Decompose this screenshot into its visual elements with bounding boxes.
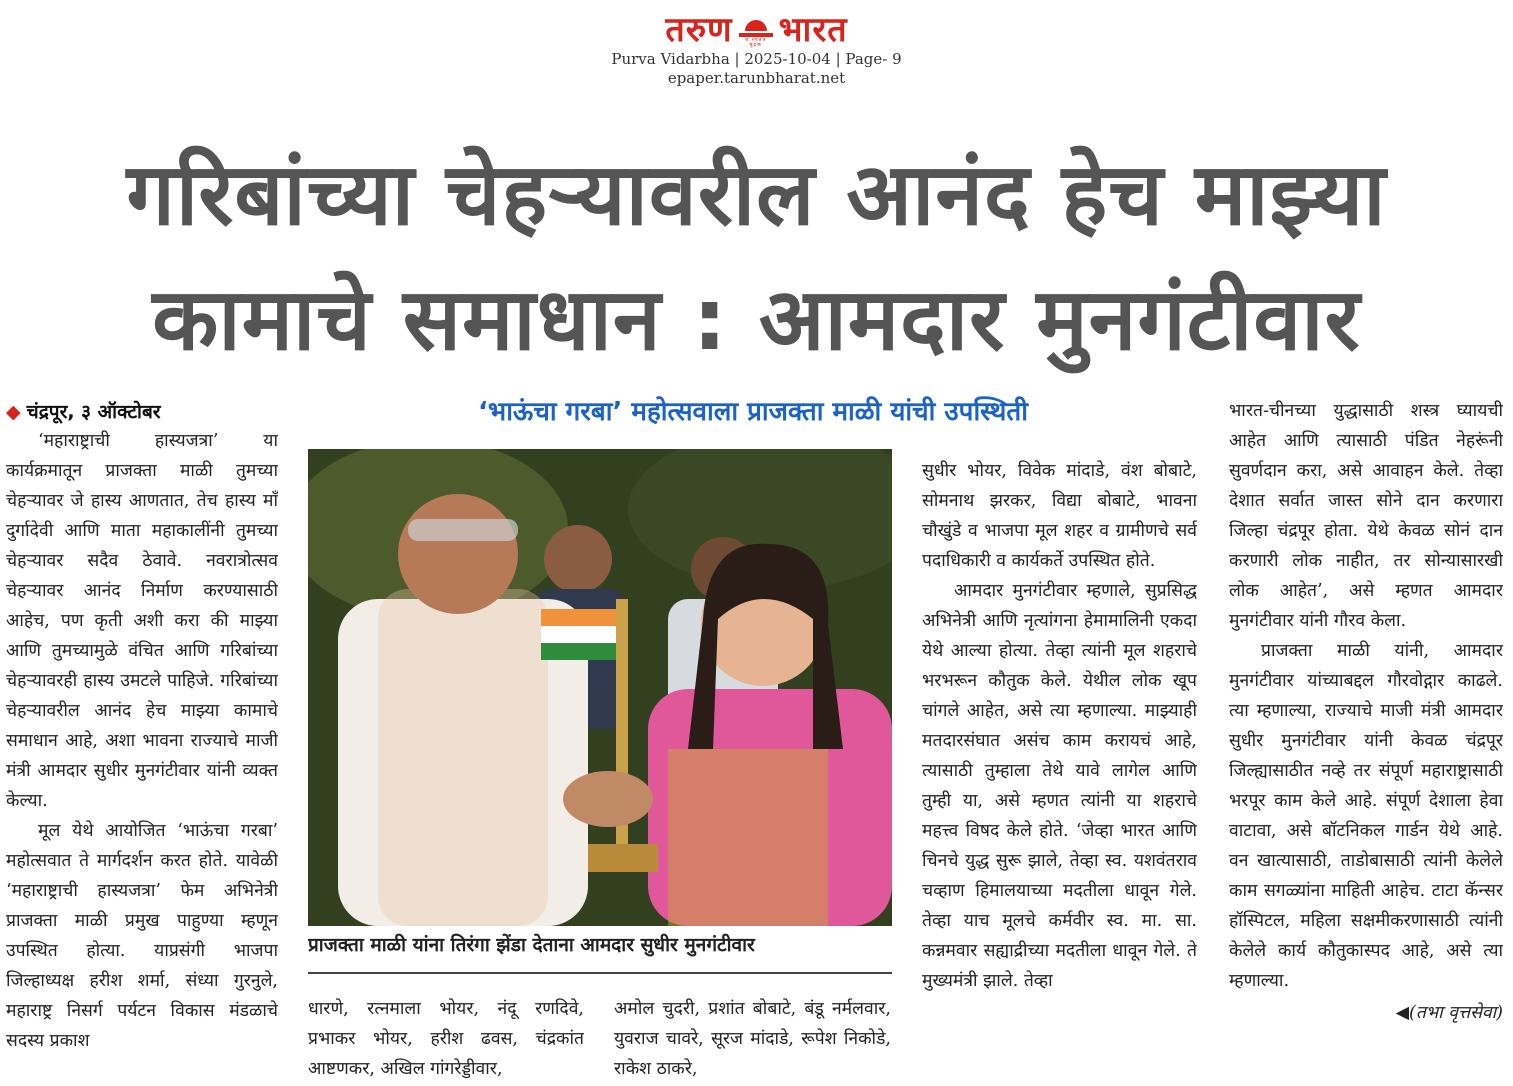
article-column-2a xyxy=(308,994,584,1086)
column-3-paragraph-1: सुधीर भोयर, विवेक मांदाडे, वंश बोबाटे, सोमनाथ झरकर, विद्या बोबाटे, भावना चौखुंडे व भाजपा मूल शहर व ग्रामीणचे सर्व पदाधिकारी व कार्यकर्ते उपस्थित होते. xyxy=(922,461,1197,571)
photo-illustration xyxy=(308,449,892,926)
masthead xyxy=(0,10,1513,88)
column-2a-text: धारणे, रत्नमाला भोयर, नंदू रणदिवे, प्रभाकर भोयर, हरीश ढवस, चंद्रकांत आष्टणकर, अखिल गांगरेड्डीवार, xyxy=(308,999,584,1079)
column-1-paragraph-1: ‘महाराष्ट्राची हास्यजत्रा’ या कार्यक्रमातून प्राजक्ता माळी तुमच्या चेहऱ्यावर जे हास्य आणतात, तेच हास्य माँ दुर्गादेवी आणि माता महाकालींनी तुमच्या चेहऱ्यावर सदैव ठेवावे. नवरात्रोत्सव चेहऱ्यावर आनंद निर्माण करण्यासाठी आहेच, पण कृती अशी करा की माझ्या आणि तुमच्यामुळे वंचित आणि गरिबांच्या चेहऱ्यावरही हास्य उमटले पाहिजे. गरिबांच्या चेहऱ्यावरील आनंद हेच माझ्या कामाचे समाधान आहे, अशा भावना राज्याचे माजी मंत्री आमदार सुधीर मुनगंटीवार यांनी व्यक्त केल्या. xyxy=(6,431,278,811)
diamond-bullet-icon: ◆ xyxy=(6,401,21,423)
news-photo xyxy=(308,449,892,926)
headline-line-1: गरिबांच्या चेहऱ्यावरील आनंद हेच माझ्या xyxy=(126,145,1387,245)
subheadline: ‘भाऊंचा गरबा’ महोत्सवाला प्राजक्ता माळी यांची उपस्थिती xyxy=(478,397,1028,427)
logo-text-left: तरुण xyxy=(665,10,733,50)
edition-line: Purva Vidarbha | 2025-10-04 | Page- 9 xyxy=(611,50,902,68)
article-column-1 xyxy=(6,426,278,1086)
logo-text-right: भारत xyxy=(778,10,848,50)
column-2b-text: अमोल चुदरी, प्रशांत बोबाटे, बंडू नर्मलवार, युवराज चावरे, सूरज मांदाडे, रूपेश निकोडे, राकेश ठाकरे, xyxy=(614,999,891,1079)
column-3-paragraph-2: आमदार मुनगंटीवार म्हणाले, सुप्रसिद्ध अभिनेत्री आणि नृत्यांगना हेमामालिनी एकदा येथे आल्या होत्या. तेव्हा त्यांनी मूल शहराचे भरभरून कौतुक केले. येथील लोक खूप चांगले आहेत, असे त्या म्हणाल्या. माझ्याही मतदारसंघात असंच काम करायचं आहे, त्यासाठी तुम्हाला तेथे यावे लागेल आणि तुम्ही या, असे म्हणत त्यांनी या शहराचे महत्त्व विषद केले होते. ‘जेव्हा भारत आणि चिनचे युद्ध सुरू झाले, तेव्हा स्व. यशवंतराव चव्हाण हिमालयाच्या मदतीला धावून गेले. तेव्हा याच मूलचे कर्मवीर स्व. मा. सा. कन्नमवार सह्याद्रीच्या मदतीला धावून गेले. ते मुख्यमंत्री झाले. तेव्हा xyxy=(922,581,1197,991)
logo-small-text: रा.स्वतंत्र मुद्रक xyxy=(745,37,767,48)
column-4-paragraph-1: भारत-चीनच्या युद्धासाठी शस्त्र घ्यायची आहेत आणि त्यासाठी पंडित नेहरूंनी सुवर्णदान करा, असे आवाहन केले. तेव्हा देशात सर्वात जास्त सोने दान करणारा जिल्हा चंद्रपूर होता. येथे केवळ सोनं दान करणारी लोक नाहीत, तर सोन्यासारखी लोक आहेत’, असे म्हणत आमदार मुनगंटीवार यांनी गौरव केला. xyxy=(1229,401,1503,631)
news-service-credit: ◀(तभा वृत्तसेवा) xyxy=(1395,1003,1503,1023)
article-column-3 xyxy=(922,456,1197,1086)
caption-divider xyxy=(308,972,892,974)
column-4-paragraph-2: प्राजक्ता माळी यांनी, आमदार मुनगंटीवार यांच्याबद्दल गौरवोद्गार काढले. त्या म्हणाल्या, राज्याचे माजी मंत्री आमदार सुधीर मुनगंटीवार यांनी केवळ चंद्रपूर जिल्ह्यासाठीत नव्हे तर संपूर्ण महाराष्ट्रासाठी भरपूर काम केले आहे. संपूर्ण देशाला हेवा वाटावा, असे बॉटनिकल गार्डन येथे आहे. वन खात्यासाठी, ताडोबासाठी त्यांनी केलेले काम सगळ्यांना माहिती आहेच. टाटा कॅन्सर हॉस्पिटल, महिला सक्षमीकरणासाठी त्यांनी केलेले कार्य कौतुकास्पद आहे, असे त्या म्हणाल्या. xyxy=(1229,641,1503,991)
column-1-paragraph-2: मूल येथे आयोजित ‘भाऊंचा गरबा’ महोत्सवात ते मार्गदर्शन करत होते. यावेळी ‘महाराष्ट्राची हास्यजत्रा’ फेम अभिनेत्री प्राजक्ता माळी प्रमुख पाहुण्या म्हणून उपस्थित होत्या. याप्रसंगी भाजपा जिल्हाध्यक्ष हरीश शर्मा, संध्या गुरनुले, महाराष्ट्र निसर्ग पर्यटन विकास मंडळाचे सदस्य प्रकाश xyxy=(6,821,278,1051)
sunrise-emblem-icon xyxy=(739,18,773,48)
article-column-4 xyxy=(1229,396,1503,1086)
dateline xyxy=(6,398,161,424)
epaper-url: epaper.tarunbharat.net xyxy=(667,69,846,87)
headline-line-2: कामाचे समाधान : आमदार मुनगंटीवार xyxy=(152,270,1361,370)
article-column-2b xyxy=(614,994,891,1086)
dateline-text: चंद्रपूर, ३ ऑक्टोबर xyxy=(26,401,161,423)
photo-caption: प्राजक्ता माळी यांना तिरंगा झेंडा देताना आमदार सुधीर मुनगंटीवार xyxy=(308,934,755,956)
newspaper-logo xyxy=(665,10,847,50)
